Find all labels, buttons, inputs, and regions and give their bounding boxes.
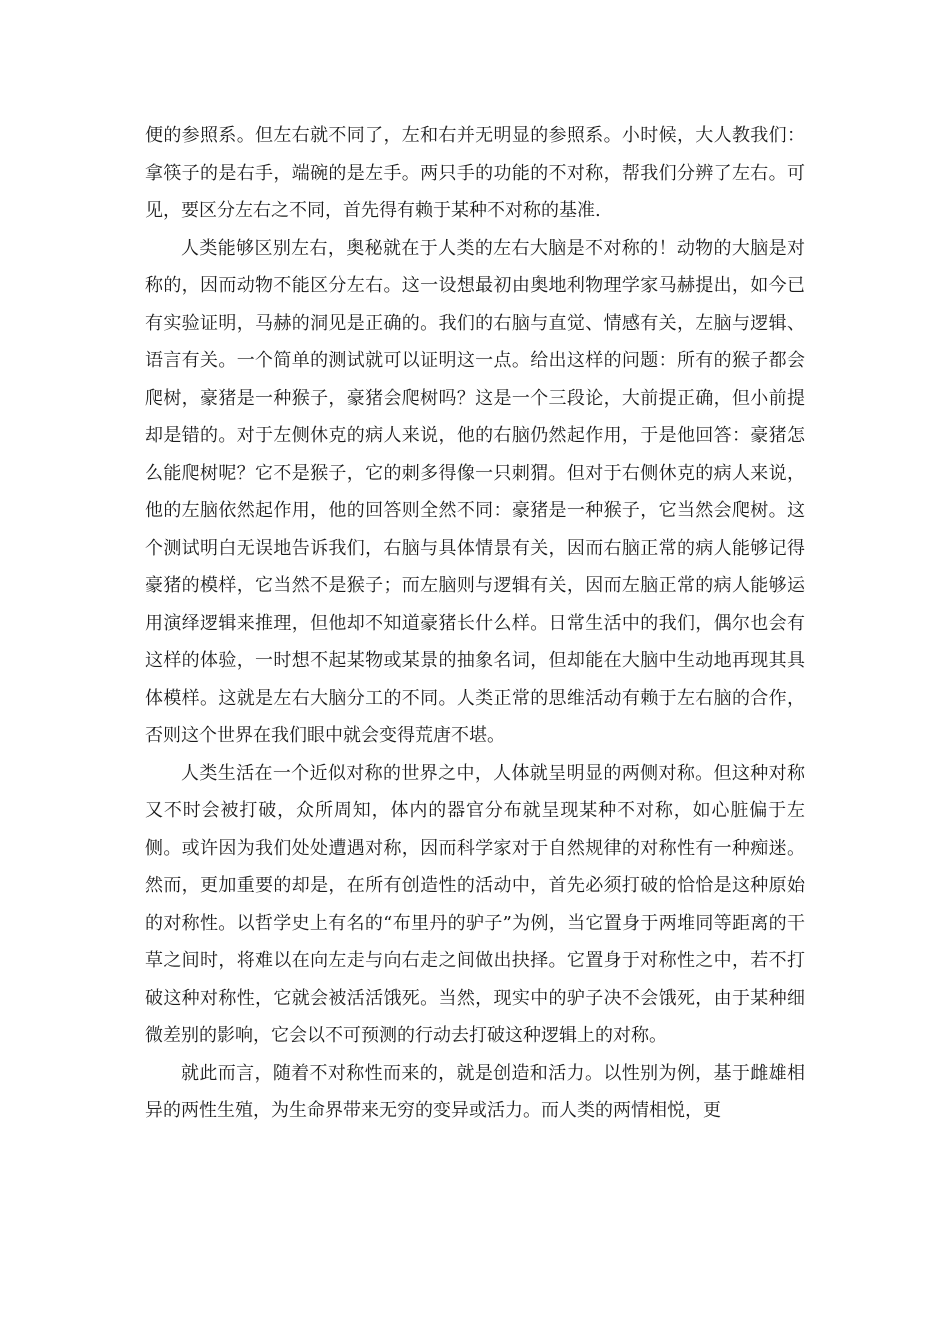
paragraph-brain-asymmetry: 人类能够区别左右，奥秘就在于人类的左右大脑是不对称的！动物的大脑是对称的，因而动物不能区分左右。这一设想最初由奥地利物理学家马赫提出，如今已有实验证明，马赫的洞见是正确的。我们的右脑与直觉、情感有关，左脑与逻辑、语言有关。一个简单的测试就可以证明这一点。给出这样的问题：所有的猴子都会爬树，豪猪是一种猴子，豪猪会爬树吗？这是一个三段论，大前提正确，但小前提却是错的。对于左侧休克的病人来说，他的右脑仍然起作用，于是他回答：豪猪怎么能爬树呢？它不是猴子，它的刺多得像一只刺猬。但对于右侧休克的病人来说，他的左脑依然起作用，他的回答则全然不同：豪猪是一种猴子，它当然会爬树。这个测试明白无误地告诉我们，右脑与具体情景有关，因而右脑正常的病人能够记得豪猪的模样，它当然不是猴子；而左脑则与逻辑有关，因而左脑正常的病人能够运用演绎逻辑来推理，但他却不知道豪猪长什么样。日常生活中的我们，偶尔也会有这样的体验，一时想不起某物或某景的抽象名词，但却能在大脑中生动地再现其具体模样。这就是左右大脑分工的不同。人类正常的思维活动有赖于左右脑的合作，否则这个世界在我们眼中就会变得荒唐不堪。 — [145, 237, 805, 746]
paragraph-creativity-vitality: 就此而言，随着不对称性而来的，就是创造和活力。以性别为例，基于雌雄相异的两性生殖，为生命界带来无穷的变异或活力。而人类的两情相悦，更 — [145, 1062, 805, 1121]
article-body — [145, 117, 805, 1130]
paragraph-left-right-reference: 便的参照系。但左右就不同了，左和右并无明显的参照系。小时候，大人教我们：拿筷子的是右手，端碗的是左手。两只手的功能的不对称，帮我们分辨了左右。可见，要区分左右之不同，首先得有赖于某种不对称的基准. — [145, 125, 805, 221]
paragraph-symmetry-breaking: 人类生活在一个近似对称的世界之中，人体就呈明显的两侧对称。但这种对称又不时会被打破，众所周知，体内的器官分布就呈现某种不对称，如心脏偏于左侧。或许因为我们处处遭遇对称，因而科学家对于自然规律的对称性有一种痴迷。然而，更加重要的却是，在所有创造性的活动中，首先必须打破的恰恰是这种原始的对称性。以哲学史上有名的“布里丹的驴子”为例，当它置身于两堆同等距离的干草之间时，将难以在向左走与向右走之间做出抉择。它置身于对称性之中，若不打破这种对称性，它就会被活活饿死。当然，现实中的驴子决不会饿死，由于某种细微差别的影响，它会以不可预测的行动去打破这种逻辑上的对称。 — [145, 762, 805, 1046]
